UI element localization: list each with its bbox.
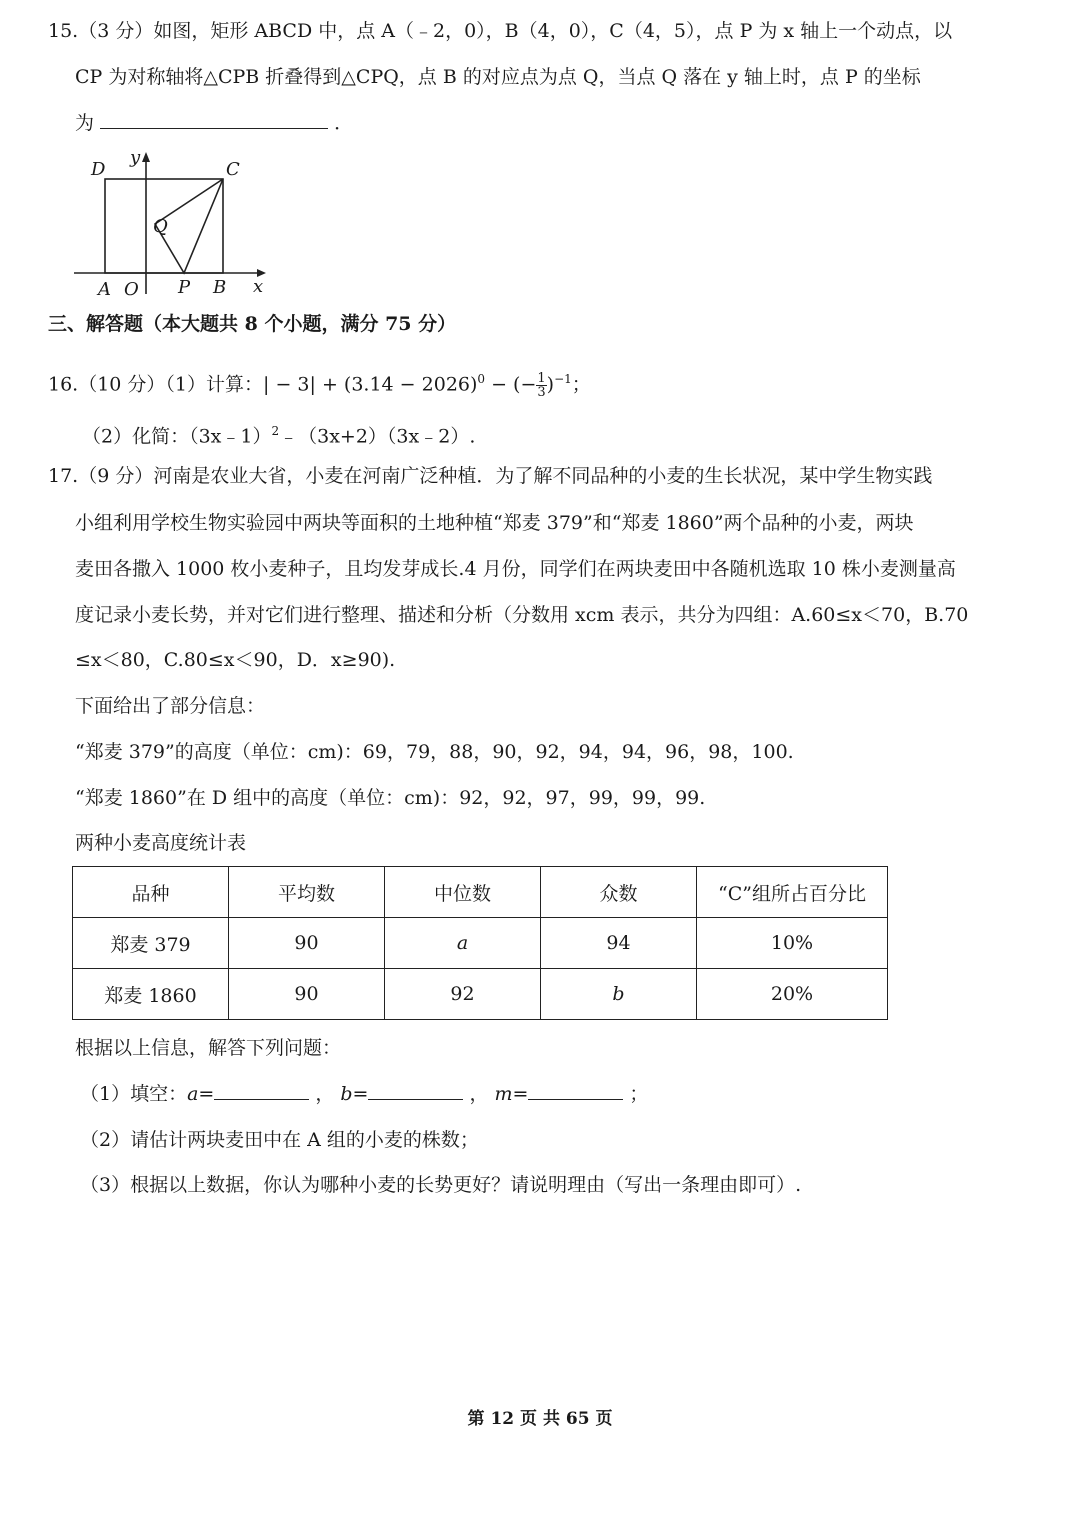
table-row	[73, 969, 888, 1020]
label-o: O	[124, 279, 139, 300]
q17-info-intro: 下面给出了部分信息：	[75, 695, 266, 717]
q17-part-2: （2）请估计两块麦田中在 A 组的小麦的株数；	[80, 1129, 479, 1151]
table-header-cell: 众数	[541, 867, 697, 918]
q17-fill-end: ；	[629, 1083, 649, 1105]
section-3-heading: 三、解答题（本大题共 8 个小题，满分 75 分）	[48, 313, 457, 335]
q17-table-title: 两种小麦高度统计表	[75, 832, 247, 854]
q15-line-3	[75, 110, 353, 136]
q17-fill-prefix: （1）填空：	[80, 1083, 188, 1105]
table-row	[73, 918, 888, 969]
q16-exp-zero: 0	[477, 372, 486, 386]
q15-answer-prefix: 为	[75, 112, 95, 134]
table-header-cell: 品种	[73, 867, 229, 918]
table-cell: b	[541, 969, 697, 1020]
q16-part-2	[82, 418, 475, 449]
q16-part-1	[48, 362, 591, 401]
q17-line-5: ≤x＜80，C.80≤x＜90，D．x≥90).	[75, 649, 396, 671]
q16-expr-b: − (−	[485, 373, 537, 396]
label-x: x	[253, 276, 264, 297]
label-b: B	[213, 277, 227, 298]
table-header-cell: 中位数	[385, 867, 541, 918]
q17-fill-a-blank	[214, 1081, 309, 1100]
table-cell: 94	[541, 918, 697, 969]
q17-fill-m-label: m=	[494, 1083, 529, 1105]
table-cell: a	[385, 918, 541, 969]
table-header-row	[73, 867, 888, 918]
table-cell: 90	[229, 969, 385, 1020]
q16-part2-b: ﹣（3x+2）（3x﹣2）.	[279, 425, 476, 448]
table-cell: 郑麦 1860	[73, 969, 229, 1020]
q17-line-4: 度记录小麦长势，并对它们进行整理、描述和分析（分数用 xcm 表示，共分为四组：A.60≤x＜70，B.70	[75, 604, 969, 626]
q15-answer-suffix: ．	[334, 112, 354, 134]
q16-fraction	[536, 372, 546, 399]
table-header-cell: “C”组所占百分比	[697, 867, 888, 918]
label-d: D	[91, 159, 106, 180]
label-p: P	[178, 277, 191, 298]
q17-line-2: 小组利用学校生物实验园中两块等面积的土地种植“郑麦 379”和“郑麦 1860”两个品种的小麦，两块	[75, 512, 914, 534]
q15-figure	[60, 144, 280, 304]
page-footer: 第 12 页 共 65 页	[467, 1409, 613, 1429]
q17-line-1: 17.（9 分）河南是农业大省，小麦在河南广泛种植．为了解不同品种的小麦的生长状况，某中学生物实践	[48, 465, 933, 487]
table-cell: 20%	[697, 969, 888, 1020]
q16-frac-den: 3	[537, 384, 546, 400]
q16-part2-exp: 2	[271, 424, 280, 438]
label-a: A	[98, 279, 111, 300]
q17-fill-b-label: b=	[340, 1083, 369, 1105]
q17-fill-a-label: a=	[187, 1083, 215, 1105]
table-header-cell: 平均数	[229, 867, 385, 918]
q16-expr-a: | − 3| + (3.14 − 2026)	[263, 373, 478, 396]
q15-answer-blank	[100, 110, 328, 129]
q16-expr-c: )	[546, 373, 555, 396]
q17-part-3: （3）根据以上数据，你认为哪种小麦的长势更好？请说明理由（写出一条理由即可）.	[80, 1174, 802, 1196]
q15-line-2: CP 为对称轴将△CPB 折叠得到△CPQ，点 B 的对应点为点 Q，当点 Q 落在 y 轴上时，点 P 的坐标	[75, 66, 921, 88]
label-c: C	[226, 159, 240, 180]
table-cell: 90	[229, 918, 385, 969]
q16-frac-num: 1	[537, 370, 546, 386]
label-y: y	[130, 147, 141, 168]
q16-part2-a: （2）化简：（3x﹣1）	[82, 425, 272, 448]
q17-line-3: 麦田各撒入 1000 枚小麦种子，且均发芽成长.4 月份，同学们在两块麦田中各随机选取 10 株小麦测量高	[75, 558, 956, 580]
wheat-height-table	[72, 866, 888, 1020]
q16-part1-end: ；	[571, 373, 591, 396]
q17-data-1860: “郑麦 1860”在 D 组中的高度（单位：cm)：92，92，97，99，99，99.	[75, 787, 706, 809]
table-cell: 郑麦 379	[73, 918, 229, 969]
q17-answer-intro: 根据以上信息，解答下列问题：	[75, 1037, 342, 1059]
q15-line-1: 15.（3 分）如图，矩形 ABCD 中，点 A（﹣2，0），B（4，0），C（4，5），点 P 为 x 轴上一个动点，以	[48, 20, 953, 42]
table-cell: 10%	[697, 918, 888, 969]
q17-fill-b-blank	[368, 1081, 463, 1100]
label-q: Q	[153, 216, 168, 237]
q16-exp-neg1: −1	[554, 372, 572, 386]
q17-fill-sep-2: ，	[469, 1083, 489, 1105]
y-axis-arrow	[142, 152, 150, 162]
q17-fill-sep-1: ，	[315, 1083, 335, 1105]
q16-part1-prefix: 16.（10 分）（1）计算：	[48, 373, 264, 396]
table-cell: 92	[385, 969, 541, 1020]
q17-data-379: “郑麦 379”的高度（单位：cm)：69，79，88，90，92，94，94，96，98，100.	[75, 741, 794, 763]
q17-fill-in-line	[80, 1081, 648, 1107]
q17-fill-m-blank	[528, 1081, 623, 1100]
